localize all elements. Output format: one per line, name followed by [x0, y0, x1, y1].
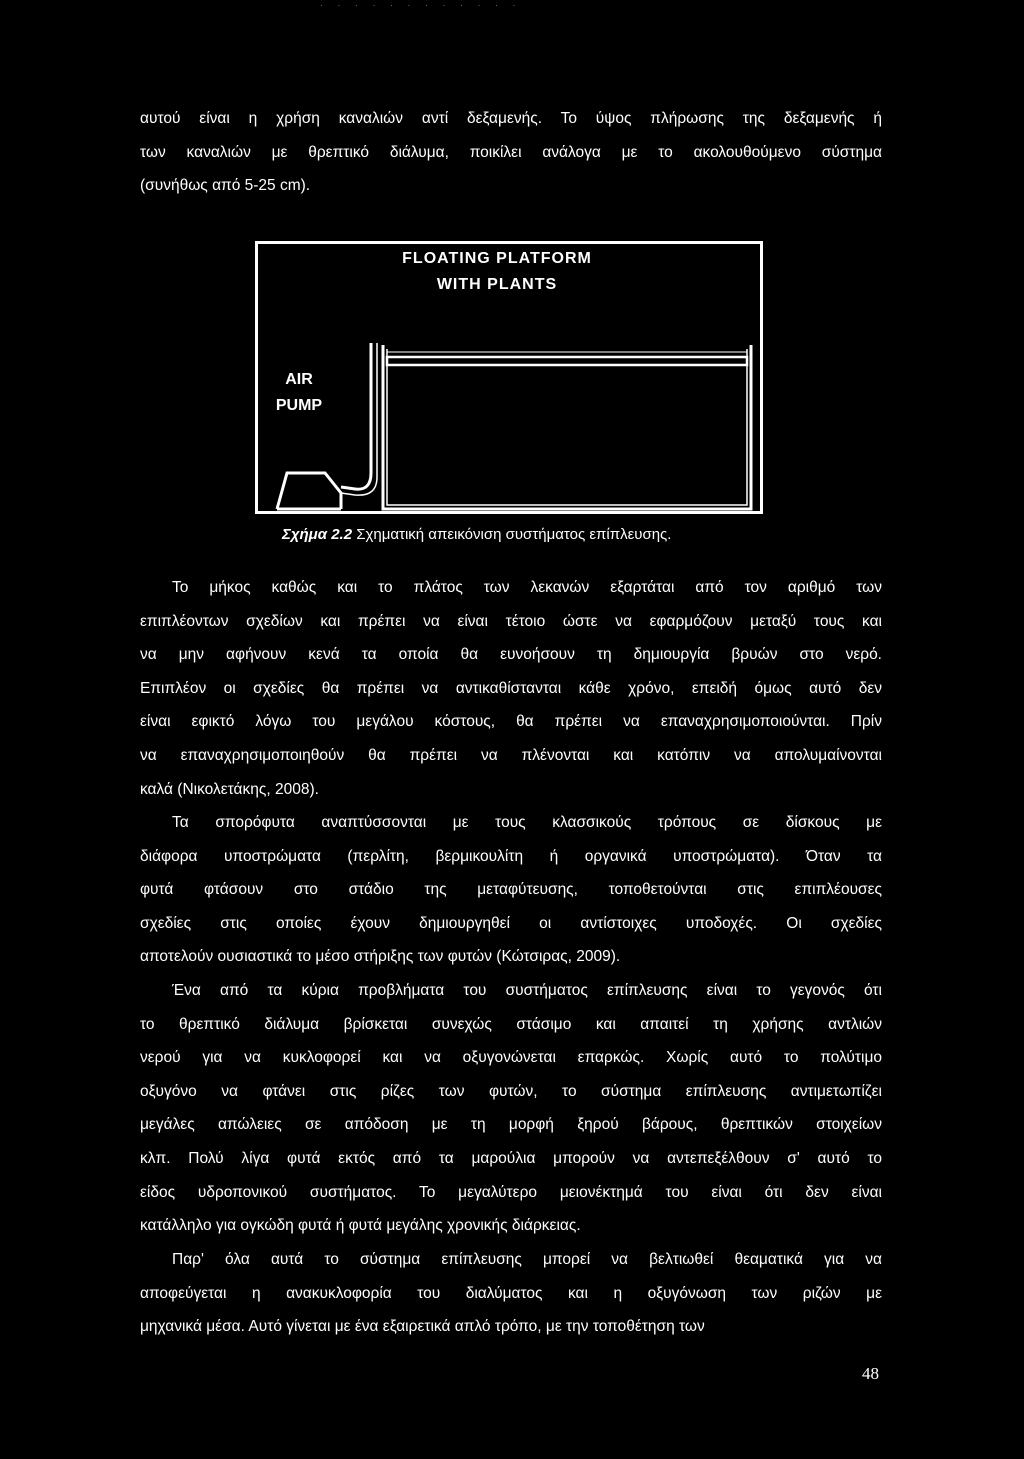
- figure-floating-system: [255, 241, 763, 514]
- text-line: Τα σπορόφυτα αναπτύσσονται με τους κλασσικούς τρόπους σε δίσκους με: [172, 814, 882, 831]
- text-line: κατάλληλο για ογκώδη φυτά ή φυτά μεγάλης χρονικής διάρκειας.: [140, 1217, 581, 1235]
- paragraph-seedlings: [140, 806, 882, 974]
- caption-label: Σχήμα 2.: [282, 526, 344, 543]
- text-line: καλά (Νικολετάκης, 2008).: [140, 780, 319, 798]
- text-line: Επιπλέον οι σχεδίες θα πρέπει να αντικαθίστανται κάθε χρόνο, επειδή όμως αυτό δεν: [140, 679, 882, 697]
- text-line: είδος υδροπονικού συστήματος. Το μεγαλύτερο μειονέκτημά του είναι ότι δεν είναι: [140, 1183, 882, 1201]
- text-line: αποφεύγεται η ανακυκλοφορία του διαλύματος και η οξυγόνωση των ριζών με: [140, 1284, 882, 1302]
- caption-number: 2: [343, 526, 353, 543]
- paragraph-improvement: [140, 1243, 882, 1344]
- text-line: φυτά φτάσουν στο στάδιο της μεταφύτευσης, τοποθετούνται στις επιπλέουσες: [140, 881, 882, 899]
- text-line: οξυγόνο να φτάνει στις ρίζες των φυτών, το σύστημα επίπλευσης αντιμετωπίζει: [140, 1082, 882, 1100]
- text-line: μηχανικά μέσα. Αυτό γίνεται με ένα εξαιρετικά απλό τρόπο, με την τοποθέτηση των: [140, 1318, 705, 1336]
- page-number: 48: [862, 1364, 879, 1383]
- text-line: είναι εφικτό λόγω του μεγάλου κόστους, θα πρέπει να επαναχρησιμοποιούνται. Πρίν: [140, 713, 882, 731]
- pump-icon: [277, 473, 341, 509]
- text-line: (συνήθως από 5-25 cm).: [140, 177, 311, 195]
- figure-title-line1: FLOATING PLATFORM: [402, 250, 592, 267]
- floating-system-diagram: [255, 241, 763, 514]
- text-line: των καναλιών με θρεπτικό διάλυμα, ποικίλει ανάλογα με το ακολουθούμενο σύστημα: [140, 143, 882, 161]
- text-line: Παρ' όλα αυτά το σύστημα επίπλευσης μπορεί να βελτιωθεί θεαματικά για να: [172, 1251, 882, 1268]
- air-tube: [341, 343, 371, 489]
- text-line: κλπ. Πολύ λίγα φυτά εκτός από τα μαρούλια μπορούν να αντεπεξέλθουν σ' αυτό το: [140, 1149, 882, 1167]
- paragraph-intro: [140, 102, 882, 203]
- floating-platform: [387, 352, 747, 365]
- caption-text: Σχηματική απεικόνιση συστήματος επίπλευσης.: [352, 526, 672, 543]
- text-line: επιπλέοντων σχεδίων και πρέπει να είναι τέτοιο ώστε να εφαρμόζουν μεταξύ τους και: [140, 612, 882, 630]
- text-line: σχεδίες στις οποίες έχουν δημιουργηθεί οι αντίστοιχες υποδοχές. Οι σχεδίες: [140, 914, 882, 932]
- text-line: νερού για να κυκλοφορεί και να οξυγονώνεται επαρκώς. Χωρίς αυτό το πολύτιμο: [140, 1049, 882, 1067]
- text-line: διάφορα υποστρώματα (περλίτη, βερμικουλίτη ή οργανικά υποστρώματα). Όταν τα: [140, 847, 882, 865]
- text-line: να επαναχρησιμοποιηθούν θα πρέπει να πλένονται και κατόπιν να απολυμαίνονται: [140, 746, 882, 764]
- text-line: μεγάλες απώλειες σε απόδοση με τη μορφή ξηρού βάρους, θρεπτικών στοιχείων: [140, 1116, 882, 1134]
- text-line: Το μήκος καθώς και το πλάτος των λεκανών εξαρτάται από τον αριθμό των: [172, 579, 882, 596]
- paragraph-problems: [140, 974, 882, 1243]
- text-line: αυτού είναι η χρήση καναλιών αντί δεξαμενής. Το ύψος πλήρωσης της δεξαμενής ή: [140, 110, 882, 127]
- figure-caption: [282, 526, 671, 543]
- air-pump-label-line1: AIR: [285, 371, 313, 388]
- text-line: το θρεπτικό διάλυμα βρίσκεται συνεχώς στάσιμο και απαιτεί τη χρήσης αντλιών: [140, 1015, 882, 1033]
- paragraph-basin-dimensions: [140, 571, 882, 806]
- text-line: Ένα από τα κύρια προβλήματα του συστήματος επίπλευσης είναι το γεγονός ότι: [172, 982, 882, 999]
- figure-title-line2: WITH PLANTS: [436, 276, 558, 293]
- text-line: να μην αφήνουν κενά τα οποία θα ευνοήσουν τη δημιουργία βρυών στο νερό.: [140, 646, 882, 664]
- tank: [383, 345, 751, 509]
- air-pump-label-line2: PUMP: [275, 397, 323, 414]
- scan-artifact: · · · · · · · · · · · ·: [320, 0, 522, 8]
- text-line: αποτελούν ουσιαστικά το μέσο στήριξης των φυτών (Κώτσιρας, 2009).: [140, 948, 621, 966]
